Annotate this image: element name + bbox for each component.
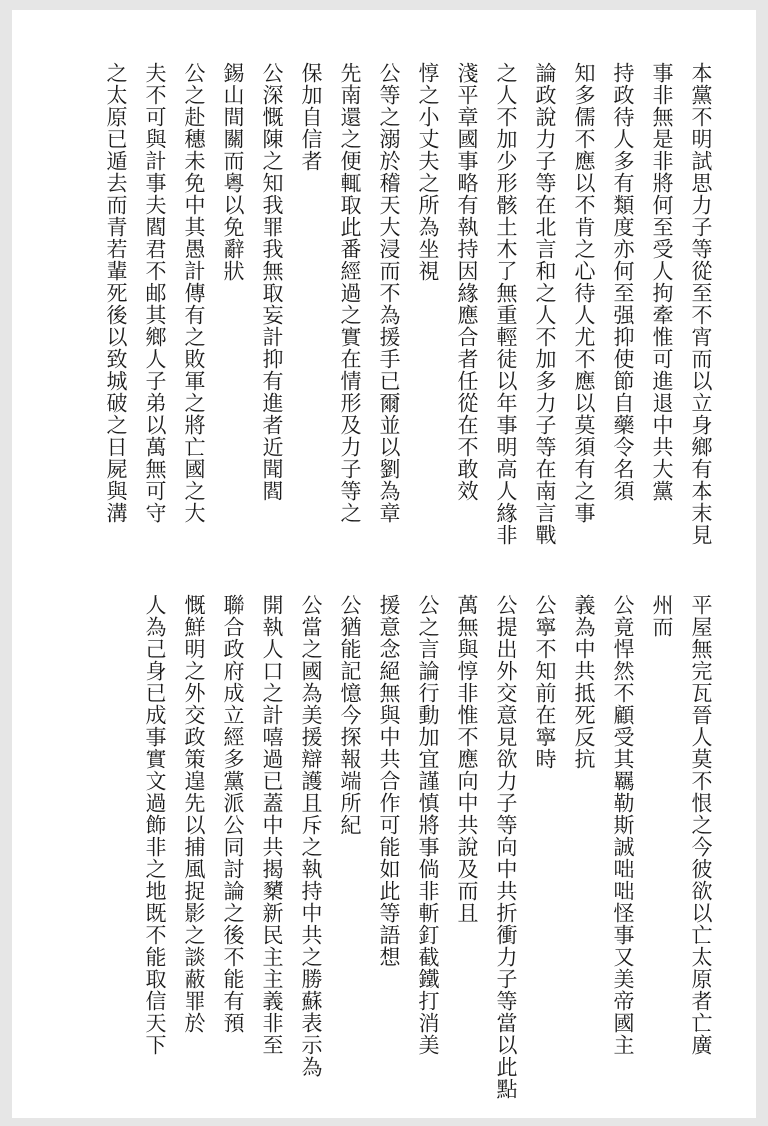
text-column: 先南還之便輒取此番經過之實在情形及力子等之 — [338, 62, 362, 524]
text-column: 惇之小丈夫之所為坐視 — [416, 62, 440, 282]
text-column: 知多儒不應以不肯之心待人尤不應以莫須有之事 — [572, 62, 596, 524]
text-column: 之人不加少形骸土木了無重輕徒以年事明高人緣非 — [494, 62, 518, 546]
text-column: 萬無與惇非惟不應向中共說及而且 — [455, 594, 479, 924]
text-column: 持政待人多有類度亦何至强抑使節自藥令名須 — [611, 62, 635, 502]
text-column: 公當之國為美援辯護且斥之執持中共之勝蘇表示為 — [299, 594, 323, 1078]
text-column: 事非無是非將何至受人拘牽惟可進退中共大黨 — [650, 62, 674, 502]
text-column: 夫不可與計事夫閻君不邮其鄉人子弟以萬無可守 — [143, 62, 167, 524]
text-column: 公猶能記憶今探報端所紀 — [338, 594, 362, 836]
text-column: 保加自信者 — [299, 62, 323, 172]
text-column: 慨鮮明之外交政策遑先以捕風捉影之談蔽罪於 — [182, 594, 206, 1034]
text-column: 錫山間關而粵以免辭狀 — [221, 62, 245, 282]
text-column: 州而 — [650, 594, 674, 638]
text-column: 之太原已遁去而青若輩死後以致城破之日屍與溝 — [104, 62, 128, 524]
text-column: 聯合政府成立經多黨派公同討論之後不能有預 — [221, 594, 245, 1034]
text-column: 義為中共抵死反抗 — [572, 594, 596, 770]
text-column: 公寧不知前在寧時 — [533, 594, 557, 770]
text-column: 論政說力子等在北言和之人不加多力子等在南言戰 — [533, 62, 557, 546]
text-column: 公提出外交意見欲力子等向中共折衝力子等當以此點 — [494, 594, 518, 1100]
text-column: 開執人口之計嘻過已蓋中共揭櫫新民主主義非至 — [260, 594, 284, 1056]
text-column: 公深慨陳之知我罪我無取妄計抑有進者近聞閻 — [260, 62, 284, 502]
lower-text-block — [135, 594, 720, 1114]
text-column: 公之赴穗未免中其愚計傳有之敗軍之將亡國之大 — [182, 62, 206, 524]
text-column: 援意念絕無與中共合作可能如此等語想 — [377, 594, 401, 968]
text-column: 淺平章國事略有執持因緣應合者任從在不敢效 — [455, 62, 479, 502]
text-column: 公竟悍然不顧受其羈勒斯誠咄咄怪事又美帝國主 — [611, 594, 635, 1056]
text-column: 人為己身已成事實文過飾非之地既不能取信天下 — [143, 594, 167, 1056]
text-column: 公等之溺於稽天大浸而不為援手已爾並以劉為章 — [377, 62, 401, 524]
text-column: 平屋無完瓦晉人莫不恨之今彼欲以亡太原者亡廣 — [689, 594, 713, 1056]
text-column: 公之言論行動加宜謹慎將事倘非斬釘截鐵打消美 — [416, 594, 440, 1056]
manuscript-page — [12, 10, 756, 1118]
text-column: 本黨不明試思力子等從至不宵而以立身鄉有本末見 — [689, 62, 713, 546]
upper-text-block — [96, 62, 720, 562]
